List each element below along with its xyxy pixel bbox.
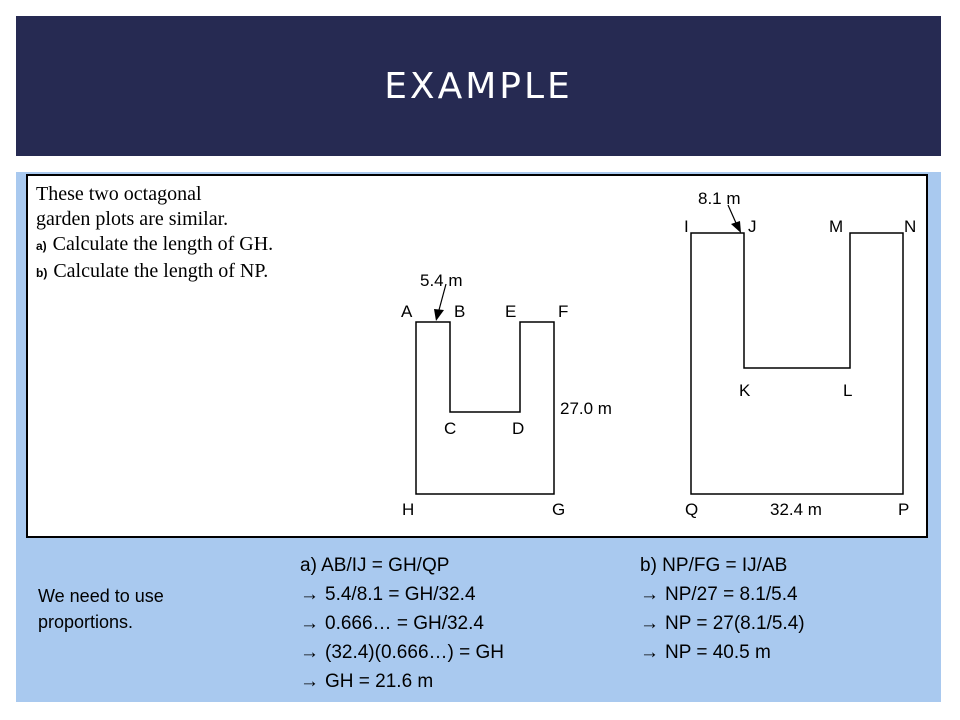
- large-dim-top: 8.1 m: [698, 189, 741, 208]
- solution-b-line-2: [640, 580, 805, 609]
- part-a-text: Calculate the length of GH.: [52, 233, 274, 255]
- label-N: N: [904, 217, 917, 236]
- right-arrow-icon: →: [640, 642, 659, 663]
- problem-line-1: These two octagonal: [36, 183, 202, 205]
- label-A: A: [401, 302, 413, 321]
- large-dim-bottom: 32.4 m: [770, 500, 822, 519]
- octagon-diagrams: [28, 176, 926, 536]
- label-H: H: [402, 500, 415, 519]
- part-a-marker: a): [36, 239, 47, 253]
- problem-figure: [26, 174, 928, 538]
- small-dim-side: 27.0 m: [560, 399, 612, 418]
- label-L: L: [843, 381, 853, 400]
- slide-title: EXAMPLE: [384, 65, 573, 107]
- solution-b-line-4: [640, 638, 805, 667]
- right-arrow-icon: →: [640, 584, 659, 605]
- solution-a-text-5: GH = 21.6 m: [325, 671, 434, 692]
- right-arrow-icon: →: [300, 671, 319, 692]
- part-b-marker: b): [36, 266, 48, 280]
- right-arrow-icon: →: [300, 613, 319, 634]
- label-B: B: [454, 302, 466, 321]
- right-arrow-icon: →: [300, 584, 319, 605]
- solution-part-a: [300, 551, 504, 696]
- solution-b-text-2: NP/27 = 8.1/5.4: [665, 584, 798, 605]
- label-E: E: [505, 302, 517, 321]
- right-arrow-icon: →: [640, 613, 659, 634]
- solution-part-b: [640, 551, 805, 667]
- solution-a-text-3: 0.666… = GH/32.4: [325, 613, 484, 634]
- label-M: M: [829, 217, 844, 236]
- title-bar: [16, 16, 941, 156]
- solution-a-line-5: [300, 667, 504, 696]
- solution-a-line-1: a) AB/IJ = GH/QP: [300, 555, 450, 576]
- solution-b-line-1: b) NP/FG = IJ/AB: [640, 555, 788, 576]
- problem-line-2: garden plots are similar.: [36, 208, 229, 230]
- label-I: I: [684, 217, 689, 236]
- small-dim-arrowhead: [434, 309, 444, 321]
- small-octagon: [416, 322, 554, 494]
- label-J: J: [748, 217, 757, 236]
- solution-a-line-2: [300, 580, 504, 609]
- solution-a-line-3: [300, 609, 504, 638]
- part-b-text: Calculate the length of NP.: [53, 260, 269, 282]
- small-dim-top: 5.4 m: [420, 271, 463, 290]
- note-line-1: We need to use: [38, 586, 164, 606]
- label-K: K: [739, 381, 751, 400]
- note-line-2: proportions.: [38, 612, 134, 632]
- label-C: C: [444, 419, 457, 438]
- label-G: G: [552, 500, 566, 519]
- label-F: F: [558, 302, 569, 321]
- label-Q: Q: [685, 500, 699, 519]
- solution-b-text-4: NP = 40.5 m: [665, 642, 771, 663]
- right-arrow-icon: →: [300, 642, 319, 663]
- label-P: P: [898, 500, 910, 519]
- solution-b-text-3: NP = 27(8.1/5.4): [665, 613, 805, 634]
- large-octagon: [691, 233, 903, 494]
- solution-a-text-4: (32.4)(0.666…) = GH: [325, 642, 504, 663]
- proportion-note: [38, 583, 164, 635]
- solution-a-line-4: [300, 638, 504, 667]
- label-D: D: [512, 419, 525, 438]
- solution-b-line-3: [640, 609, 805, 638]
- solution-a-text-2: 5.4/8.1 = GH/32.4: [325, 584, 476, 605]
- large-dim-arrowhead: [731, 221, 741, 233]
